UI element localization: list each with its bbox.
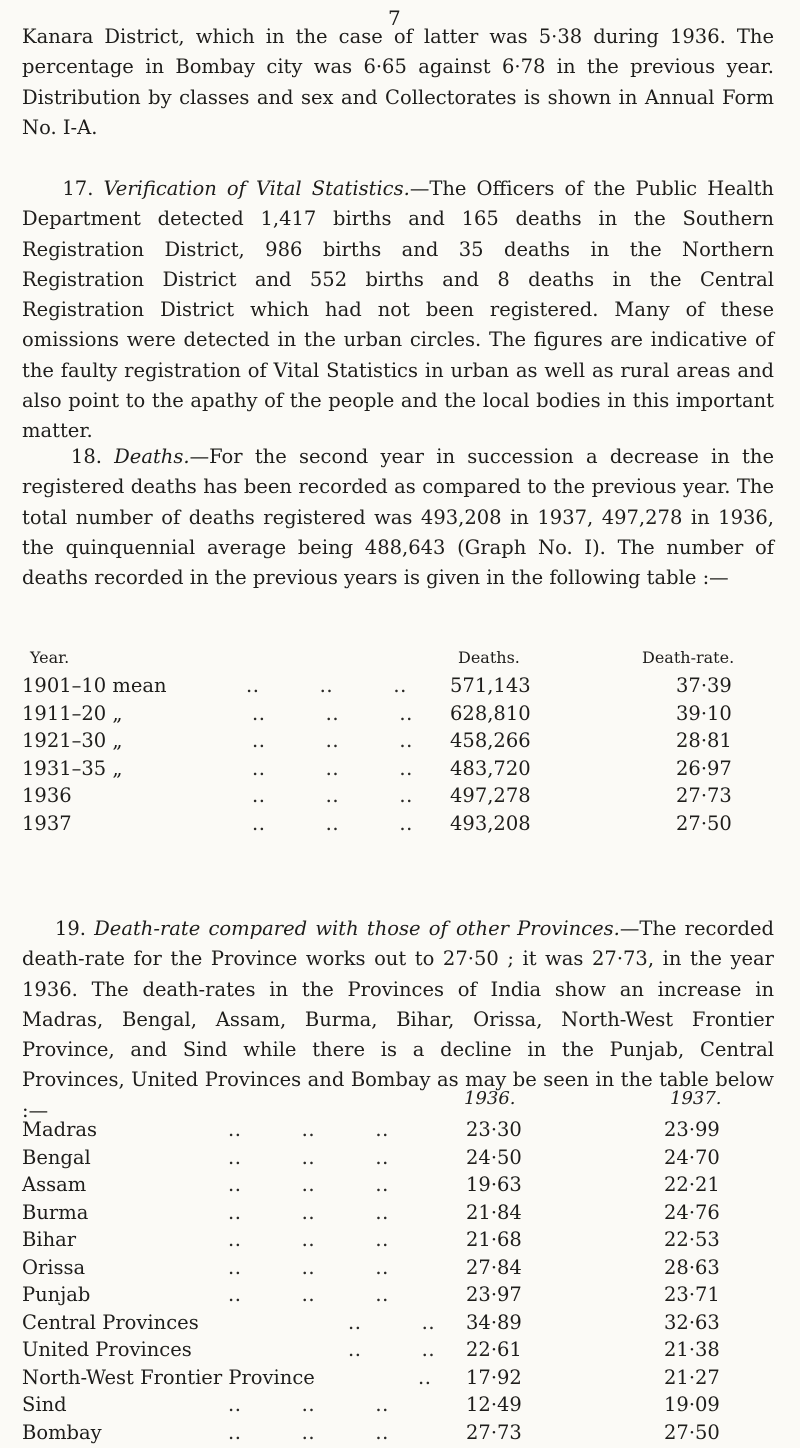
section-19-body: —The recorded death-rate for the Province works out to 27·50 ; it was 27·73, in the year 1936. The death-rates in the Provinces of India show an increase in Madras, Bengal, Assam, Burma, Bihar, Orissa, North-West Frontier Province, and Sind while there is a decline in the Punjab, Central Provinces, United Provinces and Bombay as may be seen in the table below :— [22, 917, 774, 1122]
table-row: Burma .. .. .. 21·84 24·76 [22, 1201, 782, 1229]
section-19-title: Death-rate compared with those of other Provinces. [94, 917, 620, 940]
table-row: Bombay .. .. .. 27·73 27·50 [22, 1421, 782, 1448]
table-row: 1901–10 mean .. .. .. 571,143 37·39 [22, 674, 782, 702]
header-death-rate: Death-rate. [642, 648, 734, 667]
provinces-table [22, 1088, 782, 1448]
section-18-body: —For the second year in succession a decrease in the registered deaths has been recorded as compared to the previous year. The total number of deaths registered was 493,208 in 1937, 497,278 in 1936, the quinquennial average being 488,643 (Graph No. I). The number of deaths recorded in the previous years is given in the following table :— [22, 445, 774, 589]
table-row: Punjab .. .. .. 23·97 23·71 [22, 1283, 782, 1311]
table-row: Bengal .. .. .. 24·50 24·70 [22, 1146, 782, 1174]
section-17-title: Verification of Vital Statistics. [103, 177, 409, 200]
section-18-paragraph [22, 442, 774, 593]
table-row: 1911–20 „ .. .. .. 628,810 39·10 [22, 702, 782, 730]
section-17-paragraph [22, 174, 774, 447]
section-17-number: 17. [62, 177, 93, 200]
table-row: Orissa .. .. .. 27·84 28·63 [22, 1256, 782, 1284]
table-row: 1931–35 „ .. .. .. 483,720 26·97 [22, 757, 782, 785]
table-row: Madras .. .. .. 23·30 23·99 [22, 1118, 782, 1146]
provinces-table-header [22, 1088, 782, 1118]
table-row: Sind .. .. .. 12·49 19·09 [22, 1393, 782, 1421]
header-1937: 1937. [670, 1088, 722, 1109]
section-19-number: 19. [55, 917, 86, 940]
deaths-table-header [22, 648, 782, 674]
header-deaths: Deaths. [458, 648, 520, 667]
section-17-body: —The Officers of the Public Health Department detected 1,417 births and 165 deaths in the Southern Registration District, 986 births and 35 deaths in the Northern Registration District and 552 births and 8 deaths in the Central Registration District which had not been registered. Many of these omissions were detected in the urban circles. The figures are indicative of the faulty registration of Vital Statistics in urban as well as rural areas and also point to the apathy of the people and the local bodies in this important matter. [22, 177, 774, 442]
intro-paragraph: Kanara District, which in the case of latter was 5·38 during 1936. The percentage in Bombay city was 6·65 against 6·78 in the previous year. Distribution by classes and sex and Collectorates is shown in Annual Form No. I-A. [22, 22, 774, 143]
header-1936: 1936. [464, 1088, 516, 1109]
page-number: 7 [388, 6, 401, 30]
table-row: North-West Frontier Province .. 17·92 21·27 [22, 1366, 782, 1394]
section-18-number: 18. [71, 445, 102, 468]
table-row: Central Provinces .. .. 34·89 32·63 [22, 1311, 782, 1339]
header-year: Year. [30, 648, 69, 667]
table-row: Bihar .. .. .. 21·68 22·53 [22, 1228, 782, 1256]
table-row: 1936 .. .. .. 497,278 27·73 [22, 784, 782, 812]
deaths-table [22, 648, 782, 839]
section-18-title: Deaths. [114, 445, 189, 468]
table-row: Assam .. .. .. 19·63 22·21 [22, 1173, 782, 1201]
table-row: 1921–30 „ .. .. .. 458,266 28·81 [22, 729, 782, 757]
table-row: 1937 .. .. .. 493,208 27·50 [22, 812, 782, 840]
table-row: United Provinces .. .. 22·61 21·38 [22, 1338, 782, 1366]
